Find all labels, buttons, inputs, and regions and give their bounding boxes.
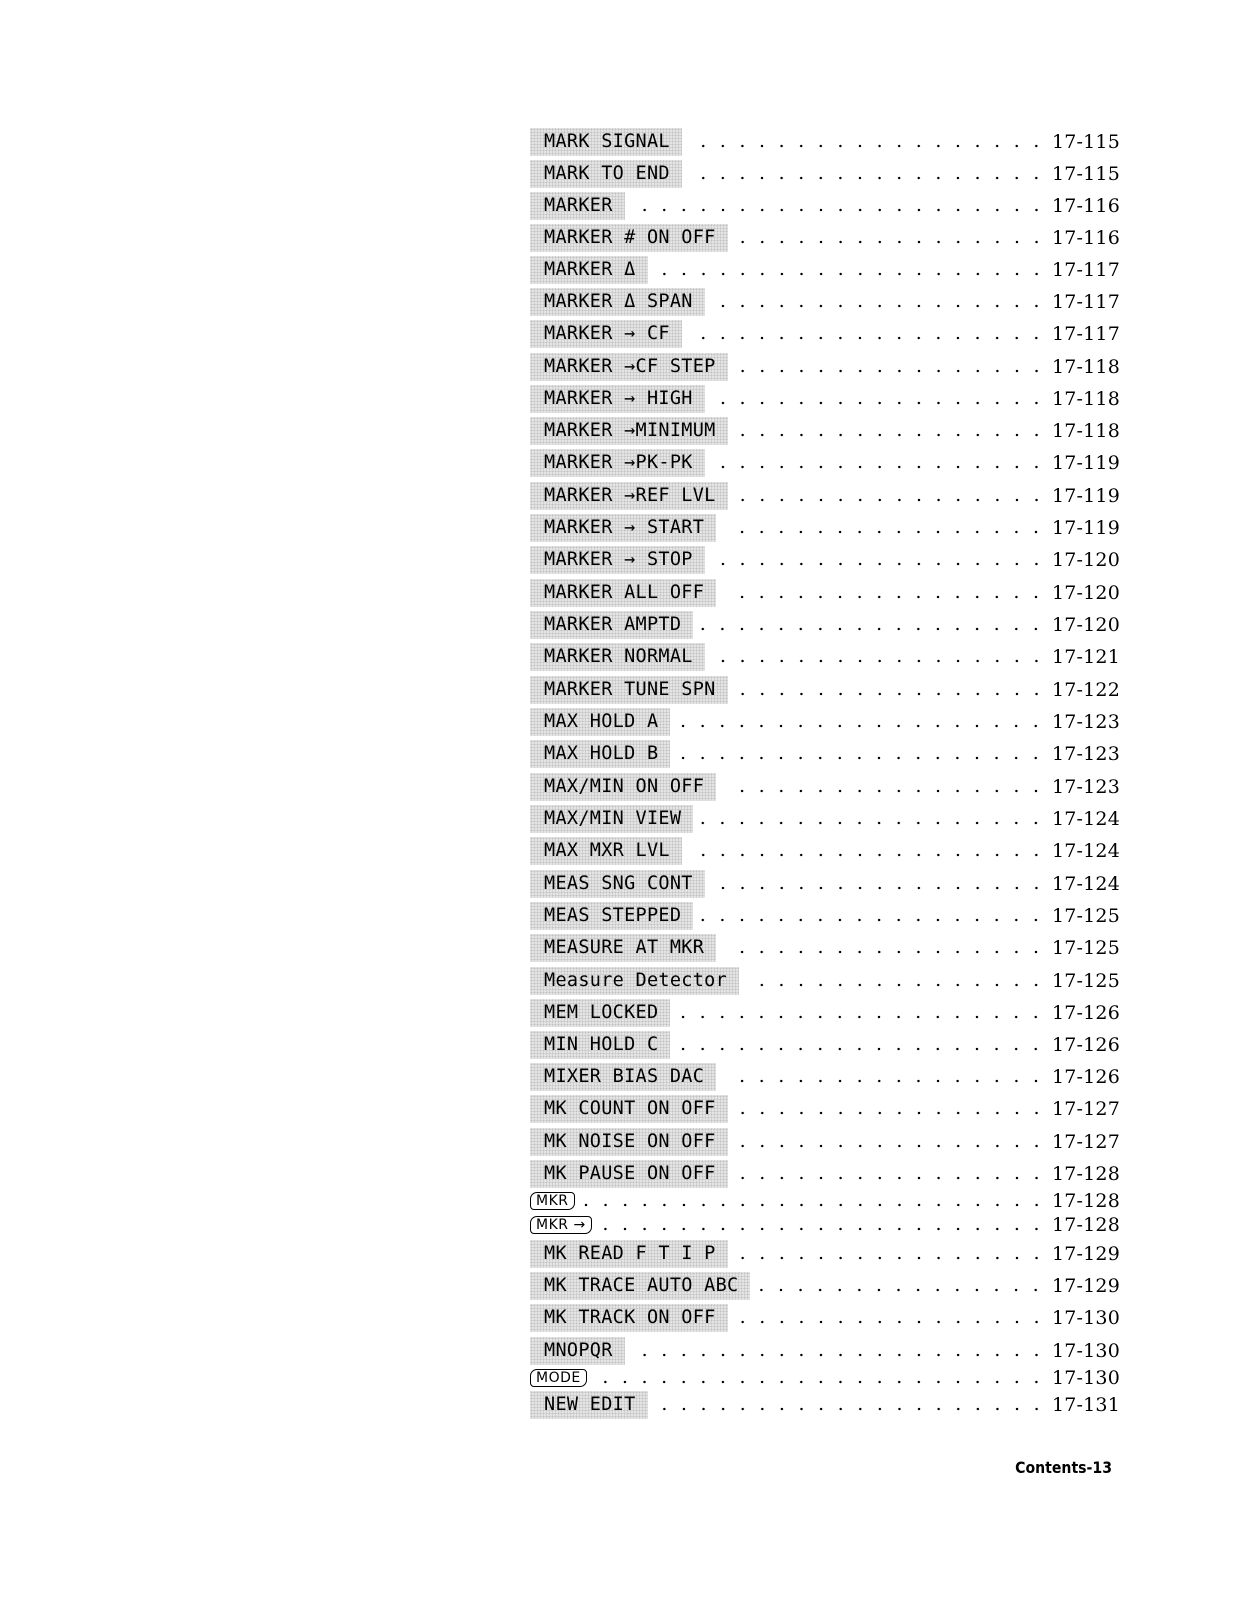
- toc-entry: [530, 934, 1120, 962]
- toc-entry: [530, 1160, 1120, 1188]
- page-number: 17-127: [1051, 1098, 1120, 1120]
- softkey-label: MAX MXR LVL: [530, 837, 682, 865]
- dot-leader: [758, 1272, 1045, 1300]
- dot-leader: [701, 902, 1046, 930]
- dot-leader: [736, 482, 1046, 510]
- toc-entry: [530, 1063, 1120, 1091]
- toc-entry: [530, 128, 1120, 156]
- dot-leader: [736, 1095, 1046, 1123]
- dot-leader: [724, 1063, 1046, 1091]
- softkey-label: MARKER Δ SPAN: [530, 288, 705, 316]
- toc-entry: [530, 1391, 1120, 1419]
- softkey-label: MARKER →CF STEP: [530, 353, 728, 381]
- page-number: 17-123: [1051, 711, 1120, 733]
- dot-leader: [678, 1031, 1046, 1059]
- toc-entry: [530, 320, 1120, 348]
- dot-leader: [724, 934, 1046, 962]
- dot-leader: [747, 967, 1046, 995]
- toc-entry: [530, 805, 1120, 833]
- toc-entry: [530, 1337, 1120, 1365]
- page-number: 17-128: [1051, 1190, 1120, 1212]
- page-number: 17-118: [1051, 388, 1120, 410]
- dot-leader: [713, 288, 1046, 316]
- softkey-label: MARKER AMPTD: [530, 611, 693, 639]
- page-number: 17-117: [1051, 259, 1120, 281]
- page-number: 17-126: [1051, 1034, 1120, 1056]
- dot-leader: [678, 708, 1046, 736]
- softkey-label: MNOPQR: [530, 1337, 625, 1365]
- dot-leader: [656, 1391, 1046, 1419]
- softkey-label: MAX HOLD A: [530, 708, 670, 736]
- toc-entry: [530, 160, 1120, 188]
- softkey-label: MARKER →REF LVL: [530, 482, 728, 510]
- softkey-label: MARKER →MINIMUM: [530, 417, 728, 445]
- dot-leader: [713, 385, 1046, 413]
- toc-entry: [530, 676, 1120, 704]
- page-number: 17-118: [1051, 356, 1120, 378]
- toc-entry: [530, 999, 1120, 1027]
- page-number: 17-123: [1051, 776, 1120, 798]
- toc-entry: [530, 643, 1120, 671]
- dot-leader: [678, 999, 1046, 1027]
- softkey-label: MK NOISE ON OFF: [530, 1128, 728, 1156]
- dot-leader: [736, 676, 1046, 704]
- page-number: 17-120: [1051, 614, 1120, 636]
- toc-entry: [530, 514, 1120, 542]
- dot-leader: [724, 514, 1046, 542]
- page-number: 17-129: [1051, 1275, 1120, 1297]
- softkey-label: MARKER: [530, 192, 625, 220]
- dot-leader: [724, 579, 1046, 607]
- dot-leader: [736, 1128, 1046, 1156]
- toc-entry: [530, 417, 1120, 445]
- page-number: 17-124: [1051, 873, 1120, 895]
- page-number: 17-125: [1051, 970, 1120, 992]
- softkey-label: MEASURE AT MKR: [530, 934, 716, 962]
- dot-leader: [678, 740, 1046, 768]
- page-number: 17-121: [1051, 646, 1120, 668]
- softkey-label: MARKER → START: [530, 514, 716, 542]
- toc-entry: [530, 546, 1120, 574]
- dot-leader: [724, 773, 1046, 801]
- page-number: 17-117: [1051, 323, 1120, 345]
- softkey-label: MARKER → STOP: [530, 546, 705, 574]
- softkey-label: MARKER Δ: [530, 256, 648, 284]
- toc-entry: [530, 1031, 1120, 1059]
- hardkey-label: MODE: [530, 1369, 587, 1387]
- dot-leader: [713, 643, 1046, 671]
- page-number: 17-119: [1051, 485, 1120, 507]
- page-number: 17-118: [1051, 420, 1120, 442]
- page-number: 17-122: [1051, 679, 1120, 701]
- toc-entry: [530, 773, 1120, 801]
- softkey-label: MARKER → HIGH: [530, 385, 705, 413]
- page-number: 17-116: [1051, 195, 1120, 217]
- dot-leader: [736, 1304, 1046, 1332]
- page-number: 17-119: [1051, 452, 1120, 474]
- dot-leader: [690, 128, 1046, 156]
- dot-leader: [713, 546, 1046, 574]
- softkey-label: MEM LOCKED: [530, 999, 670, 1027]
- toc-entry: [530, 1364, 1120, 1392]
- page-number: 17-128: [1051, 1163, 1120, 1185]
- dot-leader: [736, 353, 1046, 381]
- toc-entry: [530, 1272, 1120, 1300]
- toc-entry: [530, 1095, 1120, 1123]
- toc-entry: [530, 1211, 1120, 1239]
- dot-leader: [690, 320, 1046, 348]
- toc-entry: [530, 902, 1120, 930]
- toc-entry: [530, 482, 1120, 510]
- softkey-label: MARKER TUNE SPN: [530, 676, 728, 704]
- page-number: 17-127: [1051, 1131, 1120, 1153]
- softkey-label: MARK TO END: [530, 160, 682, 188]
- toc-entry: [530, 449, 1120, 477]
- dot-leader: [736, 1160, 1046, 1188]
- page-footer: Contents-13: [1015, 1458, 1112, 1477]
- hardkey-label: MKR →: [530, 1216, 592, 1234]
- softkey-label: MARKER →PK-PK: [530, 449, 705, 477]
- softkey-label: MK TRACK ON OFF: [530, 1304, 728, 1332]
- toc-entry: [530, 385, 1120, 413]
- softkey-label: MAX/MIN VIEW: [530, 805, 693, 833]
- softkey-label: MEAS STEPPED: [530, 902, 693, 930]
- dot-leader: [600, 1211, 1046, 1239]
- dot-leader: [736, 417, 1046, 445]
- dot-leader: [656, 256, 1046, 284]
- page-number: 17-123: [1051, 743, 1120, 765]
- toc-entry: [530, 353, 1120, 381]
- softkey-label: MK COUNT ON OFF: [530, 1095, 728, 1123]
- page-number: 17-130: [1051, 1307, 1120, 1329]
- dot-leader: [736, 224, 1046, 252]
- toc-entry: [530, 1128, 1120, 1156]
- page-number: 17-116: [1051, 227, 1120, 249]
- page-number: 17-130: [1051, 1340, 1120, 1362]
- softkey-label: MEAS SNG CONT: [530, 870, 705, 898]
- softkey-label: NEW EDIT: [530, 1391, 648, 1419]
- hardkey-label: MKR: [530, 1192, 575, 1210]
- softkey-label: MAX/MIN ON OFF: [530, 773, 716, 801]
- page-number: 17-130: [1051, 1367, 1120, 1389]
- toc-entry: [530, 611, 1120, 639]
- page-number: 17-124: [1051, 808, 1120, 830]
- toc-entry: [530, 1304, 1120, 1332]
- page-number: 17-126: [1051, 1002, 1120, 1024]
- dot-leader: [690, 837, 1046, 865]
- page-number: 17-117: [1051, 291, 1120, 313]
- dot-leader: [701, 611, 1046, 639]
- page-number: 17-125: [1051, 905, 1120, 927]
- dot-leader: [713, 870, 1046, 898]
- softkey-label: MIXER BIAS DAC: [530, 1063, 716, 1091]
- toc-entry: [530, 740, 1120, 768]
- softkey-label: MK READ F T I P: [530, 1240, 728, 1268]
- page-number: 17-124: [1051, 840, 1120, 862]
- toc-entry: [530, 192, 1120, 220]
- dot-leader: [595, 1364, 1046, 1392]
- softkey-label: MARKER NORMAL: [530, 643, 705, 671]
- softkey-label: MARK SIGNAL: [530, 128, 682, 156]
- dot-leader: [701, 805, 1046, 833]
- dot-leader: [633, 192, 1046, 220]
- dot-leader: [713, 449, 1046, 477]
- page-number: 17-128: [1051, 1214, 1120, 1236]
- softkey-label: MARKER ALL OFF: [530, 579, 716, 607]
- dot-leader: [736, 1240, 1046, 1268]
- page-number: 17-125: [1051, 937, 1120, 959]
- toc-entry: [530, 967, 1120, 995]
- toc-entry: [530, 288, 1120, 316]
- toc-entry: [530, 870, 1120, 898]
- page-number: 17-131: [1051, 1394, 1120, 1416]
- page-number: 17-126: [1051, 1066, 1120, 1088]
- softkey-label: MARKER → CF: [530, 320, 682, 348]
- page-number: 17-120: [1051, 549, 1120, 571]
- toc-entry: [530, 224, 1120, 252]
- dot-leader: [633, 1337, 1046, 1365]
- toc-entry: [530, 837, 1120, 865]
- softkey-label: MK PAUSE ON OFF: [530, 1160, 728, 1188]
- page-number: 17-119: [1051, 517, 1120, 539]
- toc-entry: [530, 1240, 1120, 1268]
- toc-entry: [530, 579, 1120, 607]
- page-number: 17-120: [1051, 582, 1120, 604]
- page-number: 17-115: [1051, 163, 1120, 185]
- page-number: 17-115: [1051, 131, 1120, 153]
- toc-entry: [530, 708, 1120, 736]
- softkey-label: MIN HOLD C: [530, 1031, 670, 1059]
- dot-leader: [690, 160, 1046, 188]
- toc-entry: [530, 256, 1120, 284]
- page-number: 17-129: [1051, 1243, 1120, 1265]
- softkey-label: Measure Detector: [530, 967, 739, 995]
- softkey-label: MK TRACE AUTO ABC: [530, 1272, 750, 1300]
- softkey-label: MARKER # ON OFF: [530, 224, 728, 252]
- softkey-label: MAX HOLD B: [530, 740, 670, 768]
